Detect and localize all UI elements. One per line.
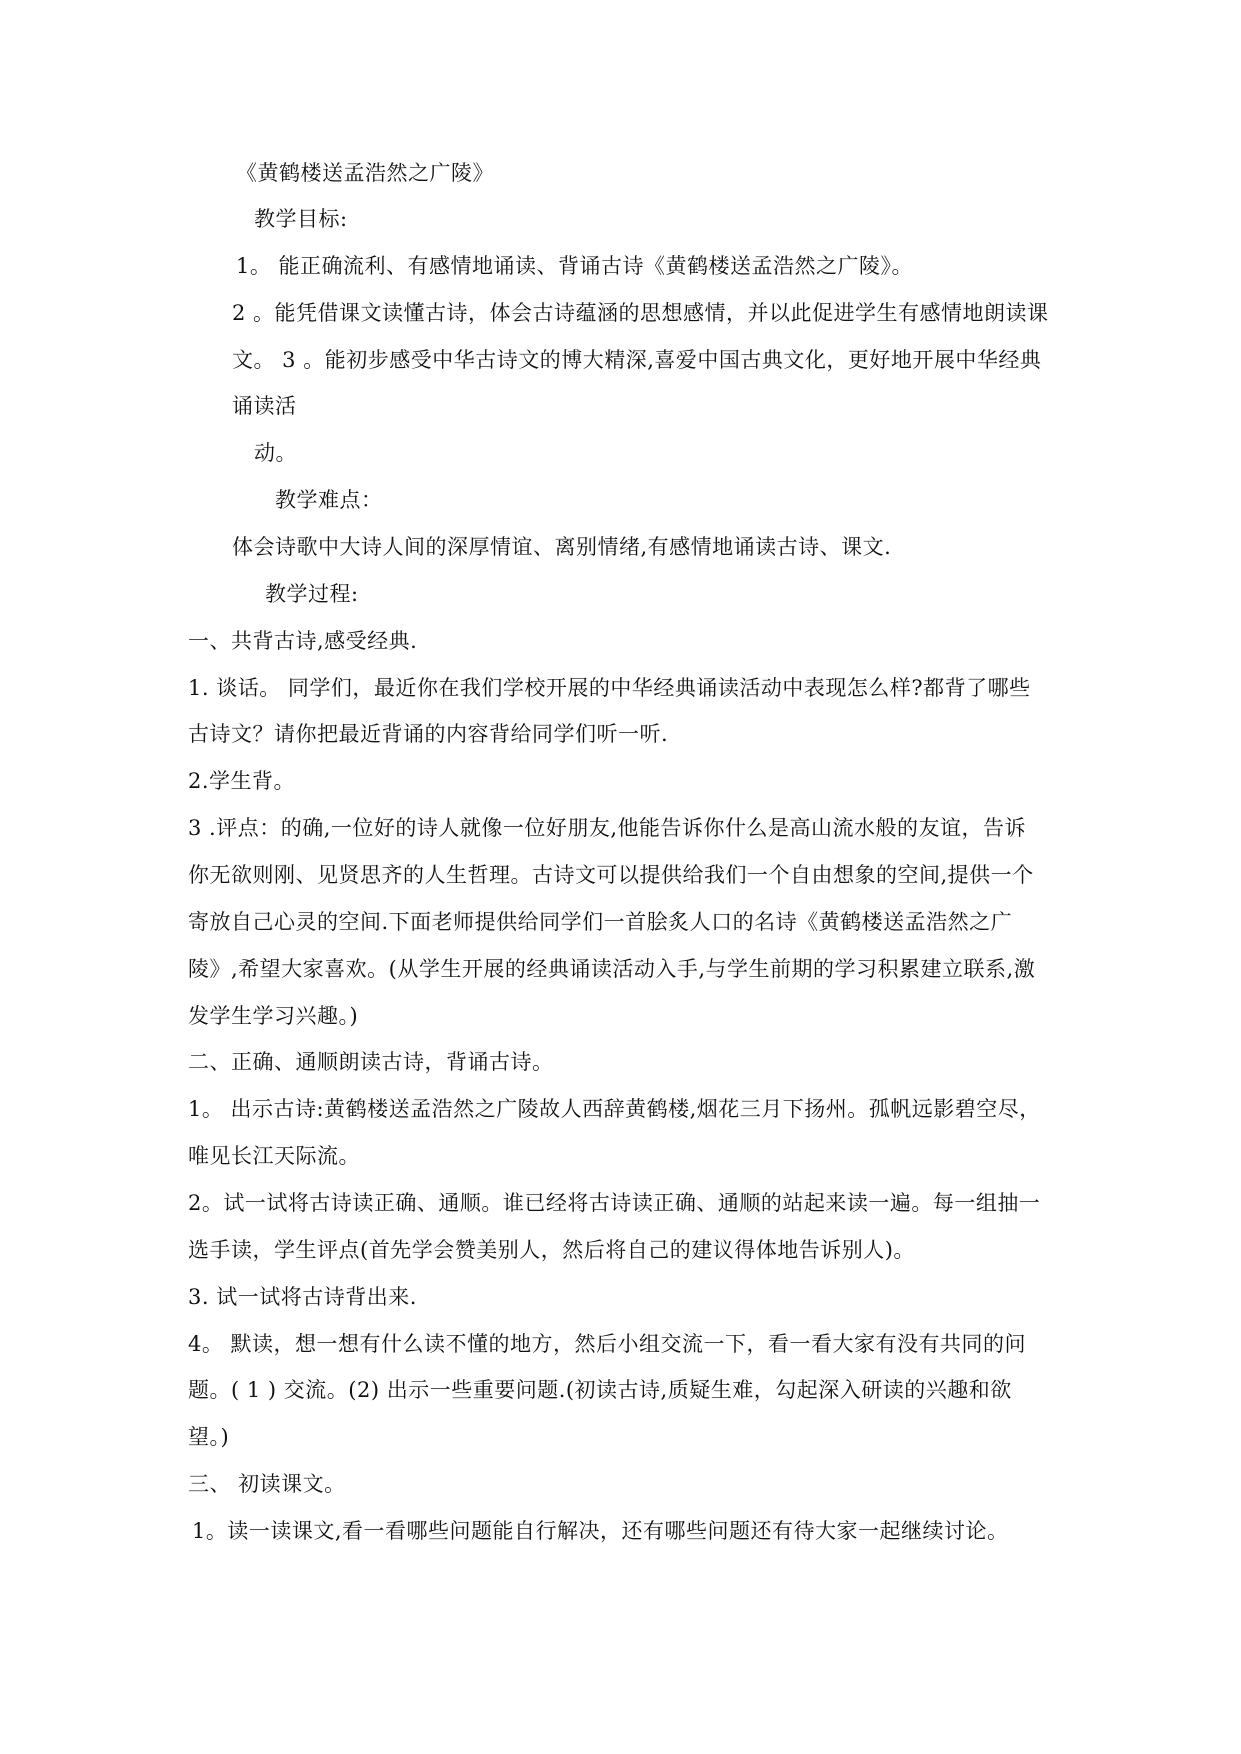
paragraph-line: 你无欲则刚、见贤思齐的人生哲理。古诗文可以提供给我们一个自由想象的空间,提供一个 xyxy=(188,863,1034,887)
paragraph-line: 3. 试一试将古诗背出来. xyxy=(188,1285,417,1309)
section-heading-process: 教学过程: xyxy=(265,582,359,606)
section-heading: 一、共背古诗,感受经典. xyxy=(188,629,418,653)
paragraph-line: 题。( 1 ) 交流。(2) 出示一些重要问题.(初读古诗,质疑生难，勾起深入研读的兴趣和欲 xyxy=(188,1378,1012,1402)
paragraph-line: 2.学生背。 xyxy=(188,769,296,793)
section-heading: 二、正确、通顺朗读古诗，背诵古诗。 xyxy=(188,1050,554,1074)
paragraph-line: 3 .评点：的确,一位好的诗人就像一位好朋友,他能告诉你什么是高山流水般的友谊，告诉 xyxy=(188,816,1027,840)
paragraph-line: 选手读，学生评点(首先学会赞美别人，然后将自己的建议得体地告诉别人)。 xyxy=(188,1238,915,1262)
paragraph-line: 1. 谈话。 同学们，最近你在我们学校开展的中华经典诵读活动中表现怎么样?都背了哪些 xyxy=(188,676,1031,700)
paragraph-line: 2。试一试将古诗读正确、通顺。谁已经将古诗读正确、通顺的站起来读一遍。每一组抽一 xyxy=(188,1191,1041,1215)
paragraph-line: 诵读活 xyxy=(232,394,297,418)
paragraph-line: 陵》,希望大家喜欢。(从学生开展的经典诵读活动入手,与学生前期的学习积累建立联系,激 xyxy=(188,957,1036,981)
paragraph-line: 2 。能凭借课文读懂古诗，体会古诗蕴涵的思想感情，并以此促进学生有感情地朗读课 xyxy=(232,301,1049,325)
paragraph-line: 望。) xyxy=(188,1425,230,1449)
section-heading-objectives: 教学目标: xyxy=(254,207,348,231)
paragraph-line: 寄放自己心灵的空间.下面老师提供给同学们一首脍炙人口的名诗《黄鹤楼送孟浩然之广 xyxy=(188,910,1013,934)
paragraph-line: 唯见长江天际流。 xyxy=(188,1144,360,1168)
paragraph-line: 发学生学习兴趣。) xyxy=(188,1004,359,1028)
paragraph-line: 1。读一读课文,看一看哪些问题能自行解决，还有哪些问题还有待大家一起继续讨论。 xyxy=(192,1519,1009,1543)
section-heading-difficulty: 教学难点： xyxy=(275,488,383,512)
paragraph-line: 1。 能正确流利、有感情地诵读、背诵古诗《黄鹤楼送孟浩然之广陵》。 xyxy=(236,254,914,278)
paragraph-line: 体会诗歌中大诗人间的深厚情谊、离别情绪,有感情地诵读古诗、课文. xyxy=(232,535,892,559)
paragraph-line: 4。 默读，想一想有什么读不懂的地方，然后小组交流一下，看一看大家有没有共同的问 xyxy=(188,1332,1027,1356)
document-title: 《黄鹤楼送孟浩然之广陵》 xyxy=(236,161,494,185)
paragraph-line: 文。 3 。能初步感受中华古诗文的博大精深,喜爱中国古典文化，更好地开展中华经典 xyxy=(232,348,1042,372)
paragraph-line: 古诗文？请你把最近背诵的内容背给同学们听一听. xyxy=(188,722,669,746)
paragraph-line: 1。 出示古诗:黄鹤楼送孟浩然之广陵故人西辞黄鹤楼,烟花三月下扬州。孤帆远影碧空尽， xyxy=(188,1097,1041,1121)
section-heading: 三、 初读课文。 xyxy=(188,1472,346,1496)
paragraph-line: 动。 xyxy=(254,441,297,465)
